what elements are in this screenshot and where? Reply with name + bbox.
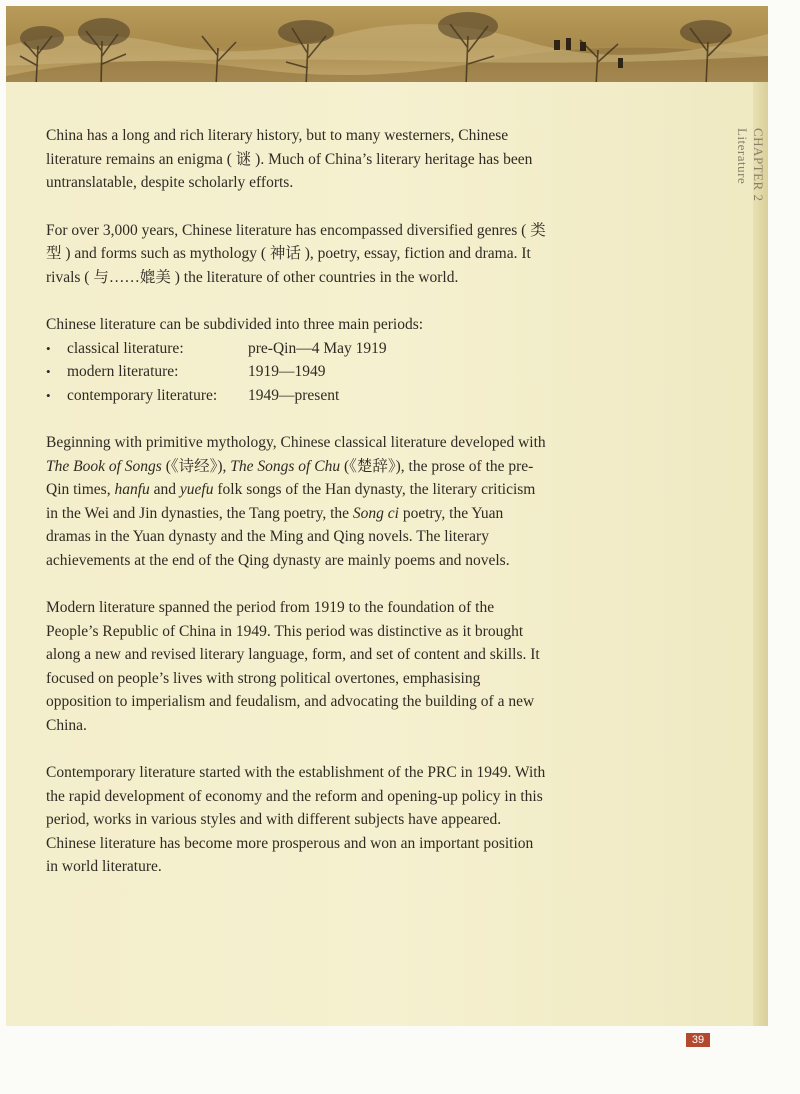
article-body xyxy=(46,124,546,903)
header-painting xyxy=(6,6,768,86)
term-hanfu: hanfu xyxy=(114,481,150,498)
chapter-tab xyxy=(732,128,768,288)
period-range: 1949—present xyxy=(248,386,340,404)
paragraph-contemporary: Contemporary literature started with the establishment of the PRC in 1949. With the rapid development of economy and the reform and opening-up policy in this period, works in various styles and with different subjects have appeared. Chinese literature has become more prosperous and won an important position in world literature. xyxy=(46,764,546,875)
paragraph-genres: For over 3,000 years, Chinese literature has encompassed diversified genres ( 类型 ) and forms such as mythology ( 神话 ), poetry, essay, fiction and drama. It rivals ( 与……媲美 ) the literature of other countries in the world. xyxy=(46,221,546,286)
term-song-ci: Song ci xyxy=(352,504,399,522)
text-run: and xyxy=(149,481,180,498)
period-range: pre-Qin—4 May 1919 xyxy=(248,339,387,357)
landscape-painting-icon xyxy=(6,6,768,86)
paragraph-intro-history: China has a long and rich literary history, but to many westerners, Chinese literature remains an enigma ( 谜 ). Much of China’s literary heritage has been untranslatable, despite scholarly efforts. xyxy=(46,127,533,191)
text-run: (《诗经》), xyxy=(161,457,231,475)
paragraph-classical xyxy=(46,431,546,572)
page-number: 39 xyxy=(686,1033,710,1047)
period-label: modern literature: xyxy=(67,363,179,380)
periods-list xyxy=(46,337,546,408)
term-yuefu: yuefu xyxy=(179,481,214,498)
bullet-icon: • xyxy=(46,387,51,403)
list-item xyxy=(46,360,546,384)
book-title-songs: The Book of Songs xyxy=(46,457,162,475)
chapter-label: CHAPTER 2 xyxy=(751,128,766,202)
section-label: Literature xyxy=(735,128,750,185)
list-item xyxy=(46,384,546,408)
bullet-icon: • xyxy=(46,364,51,379)
text-run: poetry, the Yuan dramas in the Yuan dynasty and the Ming and Qing novels. The literary achievements at the end of the Qing dynasty are mainly poems and novels. xyxy=(46,504,510,569)
text-run: Beginning with primitive mythology, Chinese classical literature developed with xyxy=(46,434,546,451)
paragraph-periods-intro: Chinese literature can be subdivided into three main periods: xyxy=(46,316,424,333)
period-range: 1919—1949 xyxy=(248,363,326,380)
period-label: contemporary literature: xyxy=(67,386,218,404)
period-label: classical literature: xyxy=(67,339,184,357)
text-run: folk songs of the Han dynasty, the literary criticism in the Wei and Jin dynasties, the Tang poetry, the xyxy=(46,481,536,522)
list-item xyxy=(46,337,546,361)
bullet-icon: • xyxy=(46,340,51,356)
text-run: (《楚辞》), the prose of the pre-Qin times, xyxy=(46,457,534,498)
paragraph-modern: Modern literature spanned the period from 1919 to the foundation of the People’s Republic of China in 1949. This period was distinctive as it brought along a new and revised literary language, form, and set of content and skills. It focused on people’s lives with strong political overtones, emphasising opposition to imperialism and feudalism, and advocating the building of a new China. xyxy=(46,599,540,734)
book-title-chu: The Songs of Chu xyxy=(230,457,341,475)
